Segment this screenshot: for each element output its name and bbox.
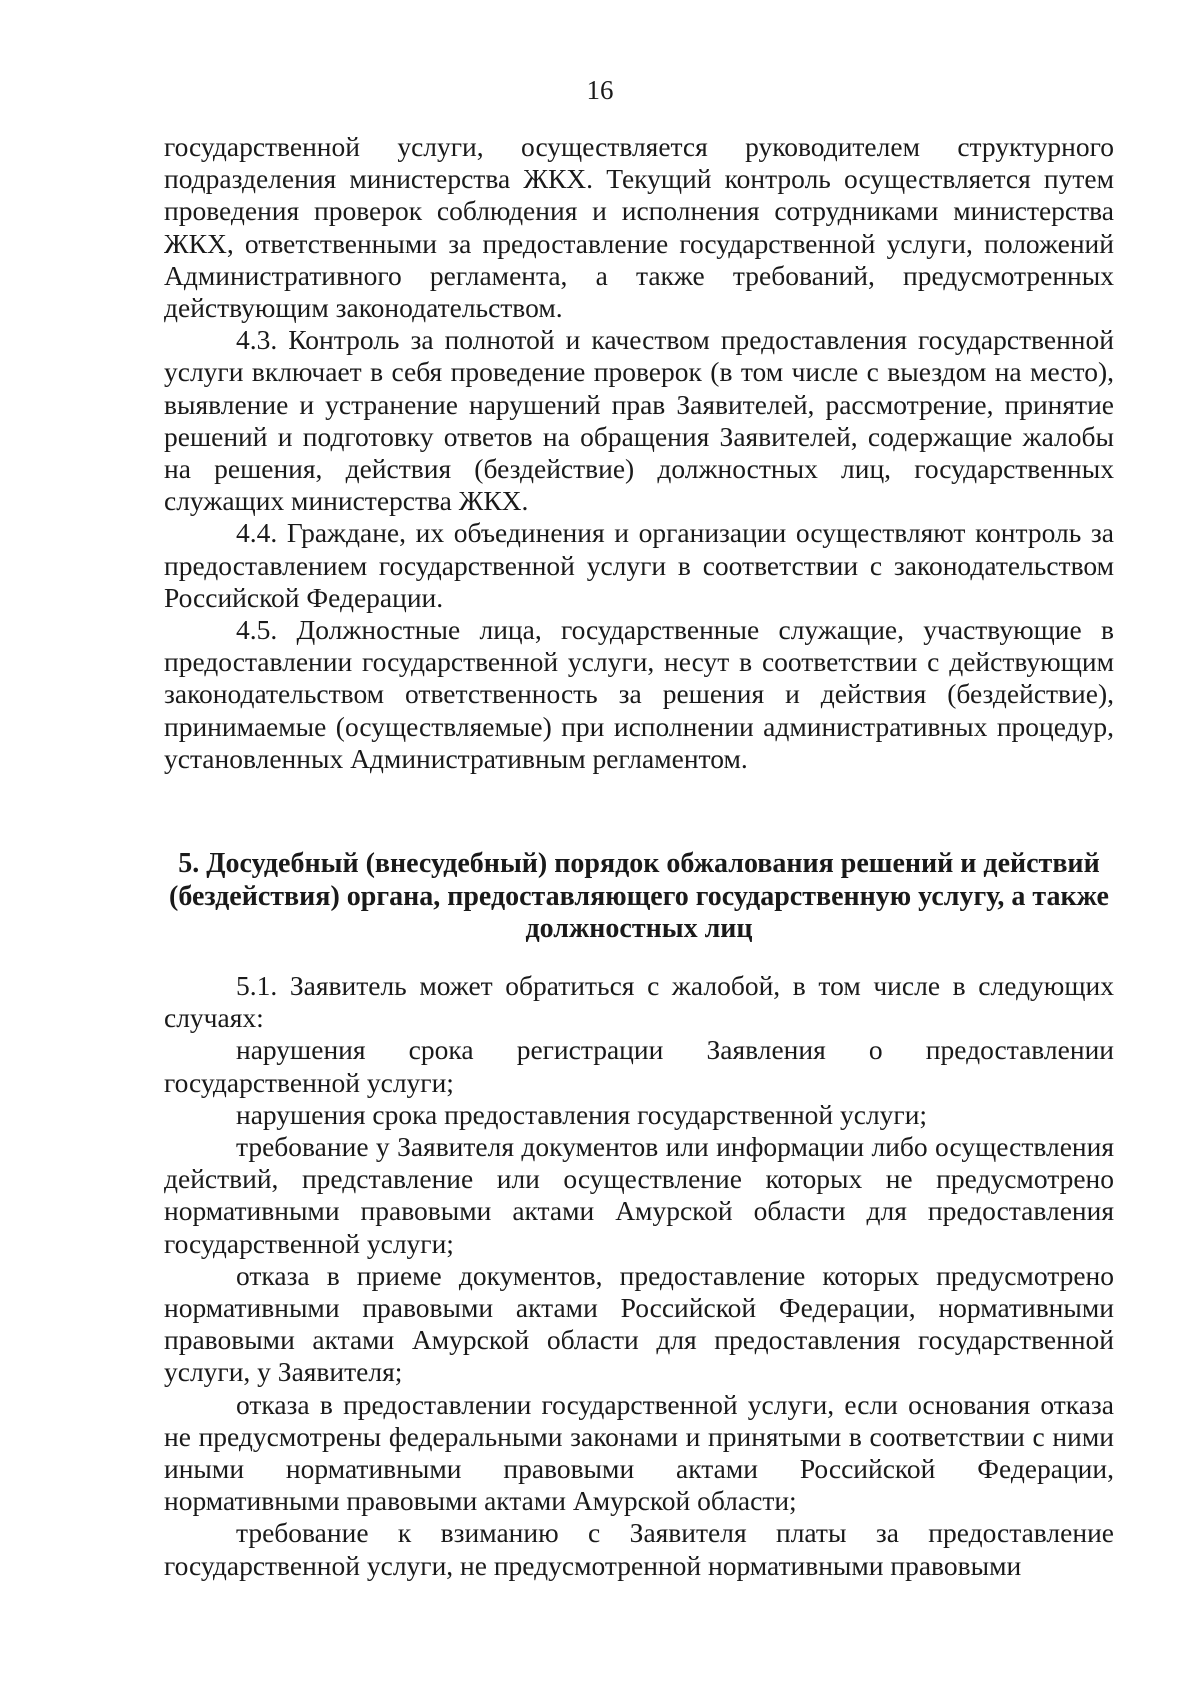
section-5-text	[164, 970, 1114, 1582]
section-5-heading: 5. Досудебный (внесудебный) порядок обжалования решений и действий (бездействия) органа, предоставляющего государственную услугу, а также должностных лиц	[169, 848, 1109, 944]
paragraph-4-2-continuation: государственной услуги, осуществляется руководителем структурного подразделения министерства ЖКХ. Текущий контроль осуществляется путем проведения проверок соблюдения и исполнения сотрудниками министерства ЖКХ, ответственными за предоставление государственной услуги, положений Административного регламента, а также требований, предусмотренных действующим законодательством.	[164, 131, 1114, 324]
case-document-refusal: отказа в приеме документов, предоставление которых предусмотрено нормативными правовыми актами Российской Федерации, нормативными правовыми актами Амурской области для предоставления государственной услуги, у Заявителя;	[164, 1259, 1114, 1388]
case-excess-documents: требование у Заявителя документов или информации либо осуществления действий, представление или осуществление которых не предусмотрено нормативными правовыми актами Амурской области для предоставления государственной услуги;	[164, 1131, 1114, 1259]
paragraph-5-1: 5.1. Заявитель может обратиться с жалобой, в том числе в следующих случаях:	[164, 970, 1114, 1034]
case-fee-demand: требование к взиманию с Заявителя платы за предоставление государственной услуги, не предусмотренной нормативными правовыми	[164, 1517, 1114, 1581]
case-service-deadline: нарушения срока предоставления государственной услуги;	[236, 1098, 928, 1130]
case-registration-deadline: нарушения срока регистрации Заявления о предоставлении государственной услуги;	[164, 1034, 1114, 1098]
paragraph-4-4: 4.4. Граждане, их объединения и организации осуществляют контроль за предоставлением государственной услуги в соответствии с законодательством Российской Федерации.	[164, 517, 1114, 613]
section-4-text	[164, 131, 1114, 775]
paragraph-4-5: 4.5. Должностные лица, государственные служащие, участвующие в предоставлении государственной услуги, несут в соответствии с действующим законодательством ответственность за решения и действия (бездействие), принимаемые (осуществляемые) при исполнении административных процедур, установленных Административным регламентом.	[164, 614, 1114, 774]
paragraph-4-3: 4.3. Контроль за полнотой и качеством предоставления государственной услуги включает в себя проведение проверок (в том числе с выездом на место), выявление и устранение нарушений прав Заявителей, рассмотрение, принятие решений и подготовку ответов на обращения Заявителей, содержащие жалобы на решения, действия (бездействие) должностных лиц, государственных служащих министерства ЖКХ.	[164, 324, 1114, 517]
page-number: 16	[586, 75, 614, 105]
case-service-refusal: отказа в предоставлении государственной услуги, если основания отказа не предусмотрены федеральными законами и принятыми в соответствии с ними иными нормативными правовыми актами Российской Федерации, нормативными правовыми актами Амурской области;	[164, 1388, 1114, 1517]
